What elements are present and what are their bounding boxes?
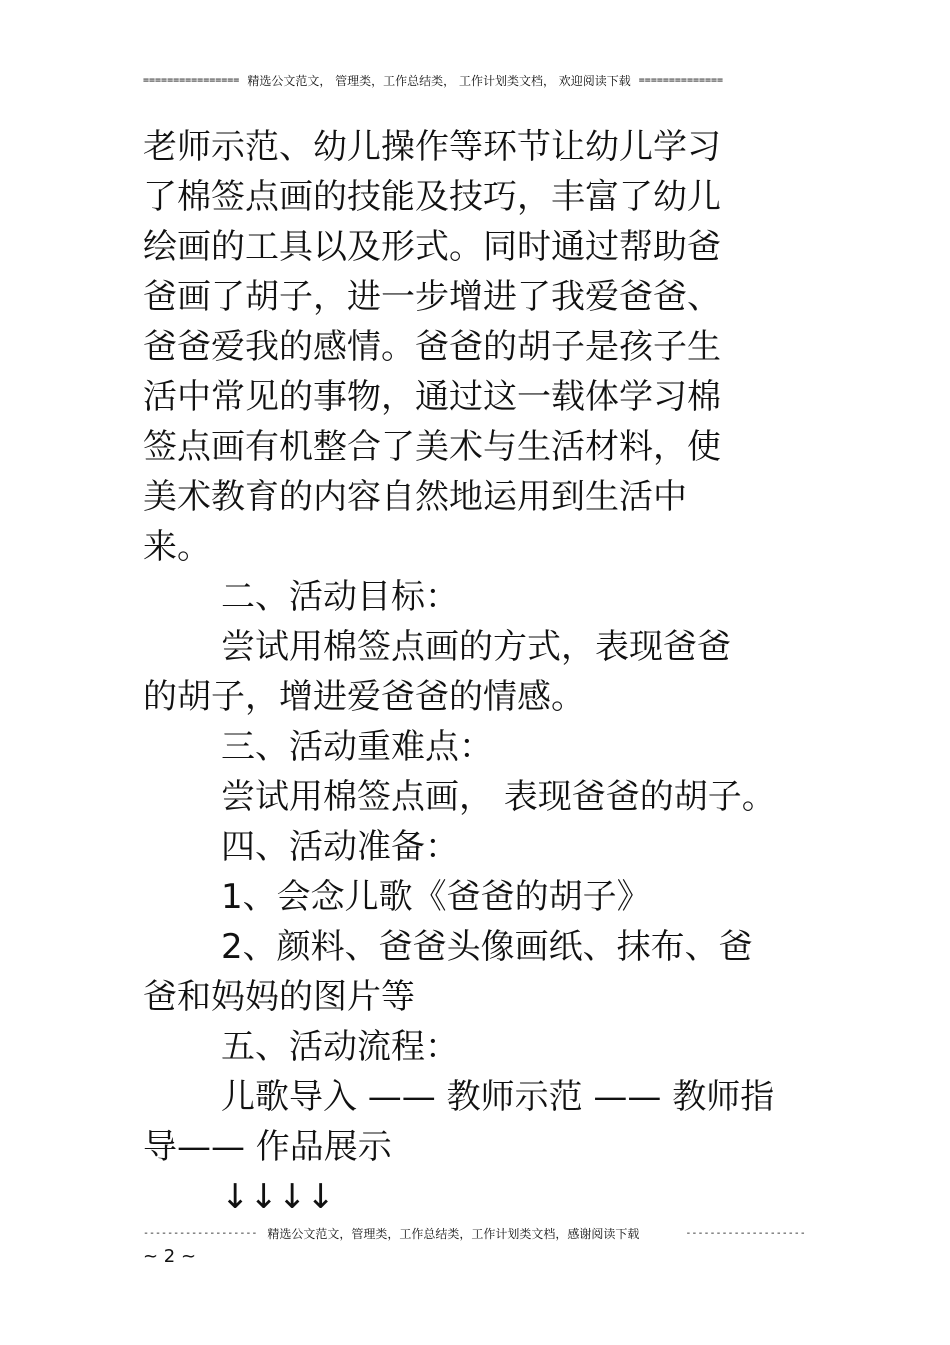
body-line-14: 尝试用棉签点画， 表现爸爸的胡子。: [221, 777, 776, 817]
body-line-9: 来。: [143, 527, 211, 567]
list-item-1: 1、会念儿歌《爸爸的胡子》: [221, 877, 651, 917]
section-heading-goals: 二、活动目标：: [221, 577, 459, 617]
section-heading-key-points: 三、活动重难点：: [221, 727, 493, 767]
body-line-18: 爸和妈妈的图片等: [143, 977, 415, 1017]
header-text: 精选公文范文， 管理类，工作总结类， 工作计划类文档， 欢迎阅读下载: [247, 74, 631, 88]
body-line-7: 签点画有机整合了美术与生活材料，使: [143, 427, 721, 467]
body-line-5: 爸爸爱我的感情。爸爸的胡子是孩子生: [143, 327, 721, 367]
document-body: [143, 122, 808, 1222]
header-left-rule: ================: [143, 75, 240, 86]
footer-left-rule: -------------------: [143, 1228, 258, 1239]
body-line-4: 爸画了胡子，进一步增进了我爱爸爸、: [143, 277, 721, 317]
section-heading-preparation: 四、活动准备：: [221, 827, 459, 867]
body-line-6: 活中常见的事物，通过这一载体学习棉: [143, 377, 721, 417]
header-right-rule: ==============: [638, 75, 724, 86]
body-line-3: 绘画的工具以及形式。同时通过帮助爸: [143, 227, 721, 267]
list-item-2: 2、颜料、爸爸头像画纸、抹布、爸: [221, 927, 753, 967]
body-line-1: 老师示范、幼儿操作等环节让幼儿学习: [143, 127, 721, 167]
body-line-11: 尝试用棉签点画的方式，表现爸爸: [221, 627, 731, 667]
footer-text: 精选公文范文，管理类，工作总结类，工作计划类文档，感谢阅读下载: [267, 1227, 640, 1241]
body-line-2: 了棉签点画的技能及技巧，丰富了幼儿: [143, 177, 721, 217]
page-footer: [143, 1225, 806, 1243]
page-number: ~ 2 ~: [143, 1246, 197, 1267]
down-arrows: ↓↓↓↓: [221, 1177, 335, 1217]
footer-right-rule: --------------------: [685, 1228, 806, 1239]
page-header: [143, 72, 803, 90]
body-line-8: 美术教育的内容自然地运用到生活中: [143, 477, 687, 517]
process-flow-line-1: 儿歌导入 —— 教师示范 —— 教师指: [221, 1077, 775, 1117]
body-line-12: 的胡子，增进爱爸爸的情感。: [143, 677, 585, 717]
process-flow-line-2: 导—— 作品展示: [143, 1127, 392, 1167]
section-heading-process: 五、活动流程：: [221, 1027, 459, 1067]
